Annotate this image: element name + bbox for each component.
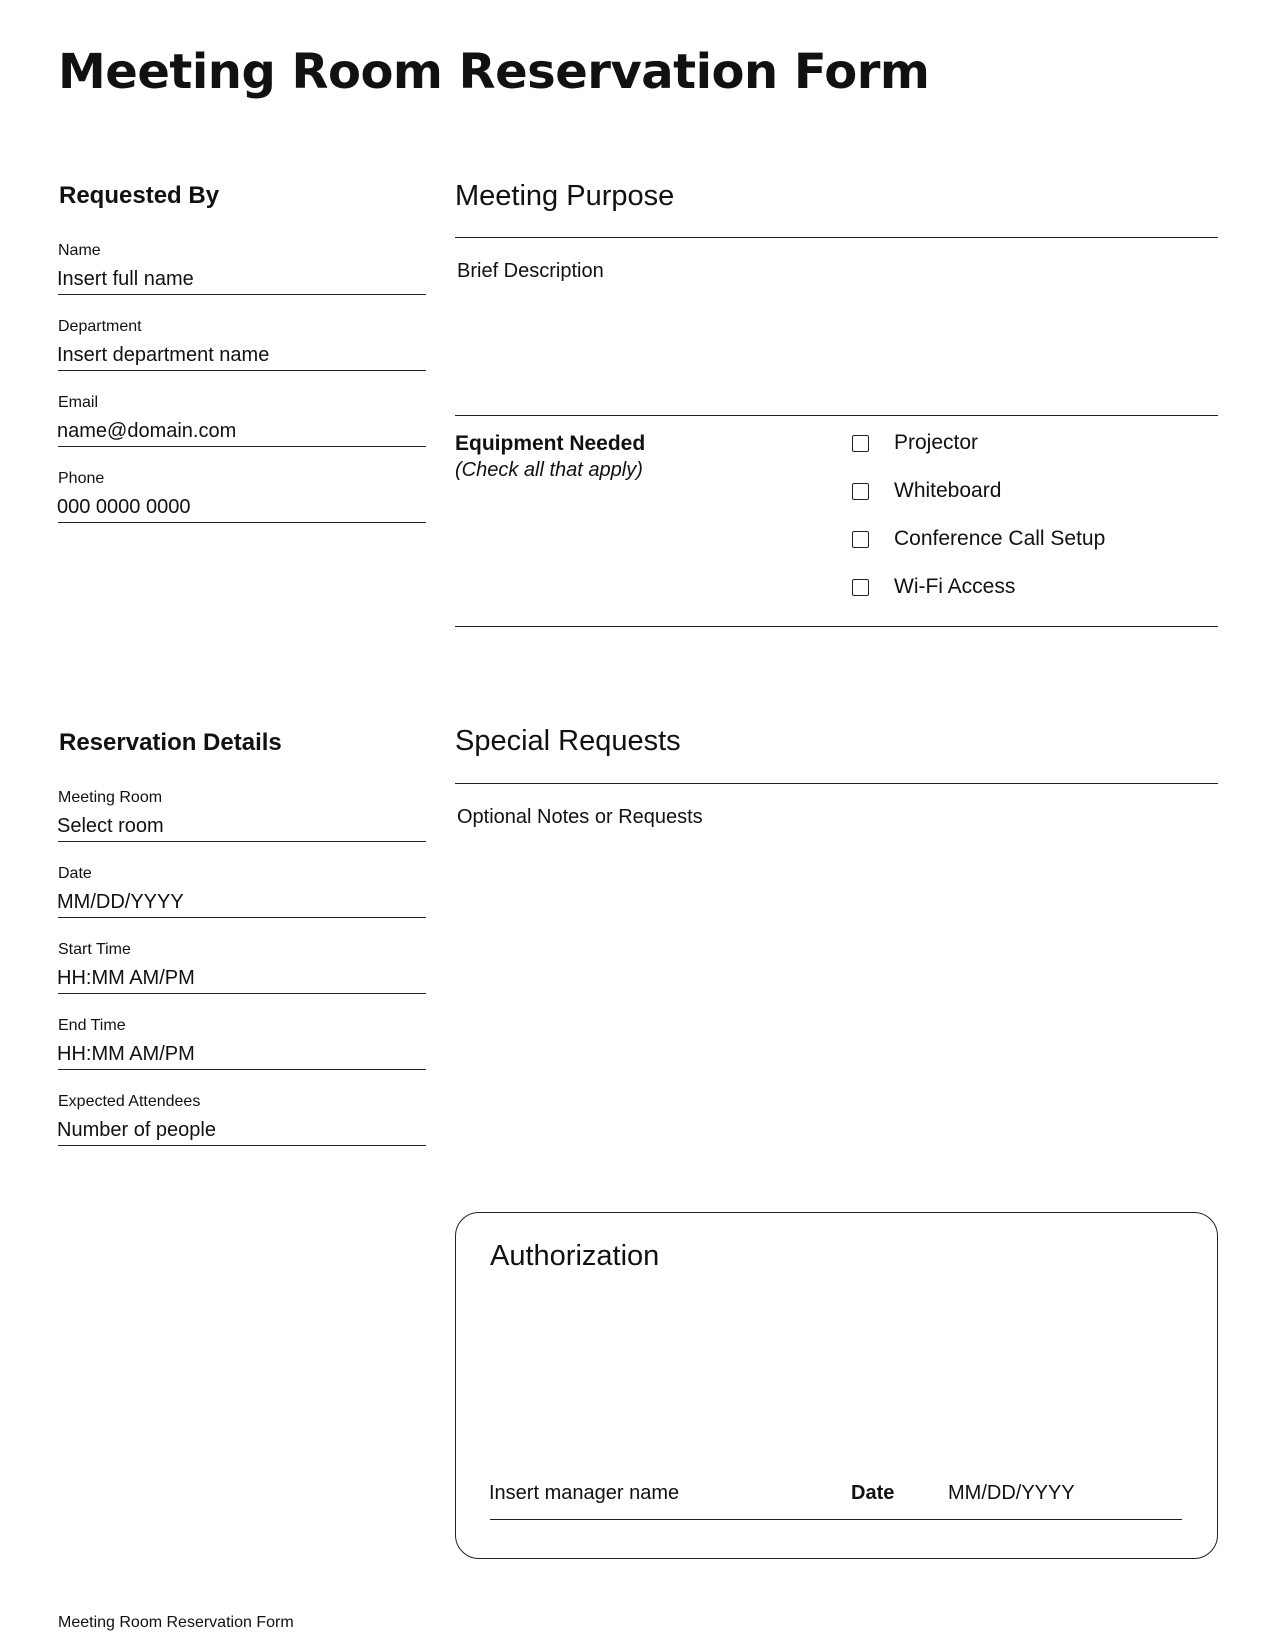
projector-label: Projector <box>894 431 979 454</box>
meeting-room-label: Meeting Room <box>58 789 163 806</box>
start-time-input[interactable]: HH:MM AM/PM <box>57 967 195 989</box>
department-label: Department <box>58 318 142 335</box>
name-input[interactable]: Insert full name <box>57 268 194 290</box>
optional-notes-label: Optional Notes or Requests <box>457 806 703 828</box>
department-underline <box>58 370 426 371</box>
authorization-date-label: Date <box>851 1482 895 1504</box>
reservation-details-heading: Reservation Details <box>59 729 282 756</box>
phone-label: Phone <box>58 470 105 487</box>
equipment-option-conference-call[interactable] <box>852 529 1192 553</box>
equipment-option-projector[interactable] <box>852 433 1192 457</box>
description-bottom-divider <box>455 415 1218 416</box>
whiteboard-checkbox[interactable] <box>852 483 869 500</box>
meeting-room-underline <box>58 841 426 842</box>
meeting-purpose-heading: Meeting Purpose <box>455 180 675 212</box>
start-time-underline <box>58 993 426 994</box>
end-time-underline <box>58 1069 426 1070</box>
date-field[interactable] <box>58 865 426 941</box>
meeting-purpose-divider <box>455 237 1218 238</box>
expected-attendees-input[interactable]: Number of people <box>57 1119 216 1141</box>
equipment-option-wifi[interactable] <box>852 577 1192 601</box>
special-requests-textarea[interactable] <box>455 836 1218 1166</box>
start-time-field[interactable] <box>58 941 426 1017</box>
meeting-room-select[interactable]: Select room <box>57 815 164 837</box>
name-underline <box>58 294 426 295</box>
conference-call-checkbox[interactable] <box>852 531 869 548</box>
phone-input[interactable]: 000 0000 0000 <box>57 496 191 518</box>
name-label: Name <box>58 242 101 259</box>
manager-name-input[interactable]: Insert manager name <box>489 1482 680 1504</box>
requested-by-heading: Requested By <box>59 182 220 209</box>
footer-text: Meeting Room Reservation Form <box>58 1614 294 1631</box>
meeting-room-field[interactable] <box>58 789 426 865</box>
expected-attendees-underline <box>58 1145 426 1146</box>
expected-attendees-label: Expected Attendees <box>58 1093 201 1110</box>
authorization-heading: Authorization <box>490 1240 660 1272</box>
whiteboard-label: Whiteboard <box>894 479 1002 502</box>
phone-field[interactable] <box>58 470 426 546</box>
wifi-label: Wi-Fi Access <box>894 575 1016 598</box>
equipment-note: (Check all that apply) <box>455 459 643 481</box>
expected-attendees-field[interactable] <box>58 1093 426 1169</box>
email-label: Email <box>58 394 99 411</box>
projector-checkbox[interactable] <box>852 435 869 452</box>
date-underline <box>58 917 426 918</box>
special-requests-divider <box>455 783 1218 784</box>
email-input[interactable]: name@domain.com <box>57 420 237 442</box>
email-field[interactable] <box>58 394 426 470</box>
conference-call-label: Conference Call Setup <box>894 527 1106 550</box>
start-time-label: Start Time <box>58 941 131 958</box>
equipment-heading: Equipment Needed <box>455 432 646 455</box>
end-time-field[interactable] <box>58 1017 426 1093</box>
page-title: Meeting Room Reservation Form <box>58 44 930 100</box>
authorization-signature-line <box>490 1519 1182 1520</box>
department-input[interactable]: Insert department name <box>57 344 270 366</box>
email-underline <box>58 446 426 447</box>
equipment-option-whiteboard[interactable] <box>852 481 1192 505</box>
equipment-bottom-divider <box>455 626 1218 627</box>
department-field[interactable] <box>58 318 426 394</box>
brief-description-label: Brief Description <box>457 260 604 282</box>
wifi-checkbox[interactable] <box>852 579 869 596</box>
name-field[interactable] <box>58 242 426 318</box>
end-time-input[interactable]: HH:MM AM/PM <box>57 1043 195 1065</box>
brief-description-textarea[interactable] <box>455 290 1218 400</box>
special-requests-heading: Special Requests <box>455 725 681 757</box>
date-input[interactable]: MM/DD/YYYY <box>57 891 184 913</box>
authorization-date-input[interactable]: MM/DD/YYYY <box>948 1482 1075 1504</box>
end-time-label: End Time <box>58 1017 126 1034</box>
date-label: Date <box>58 865 92 882</box>
phone-underline <box>58 522 426 523</box>
